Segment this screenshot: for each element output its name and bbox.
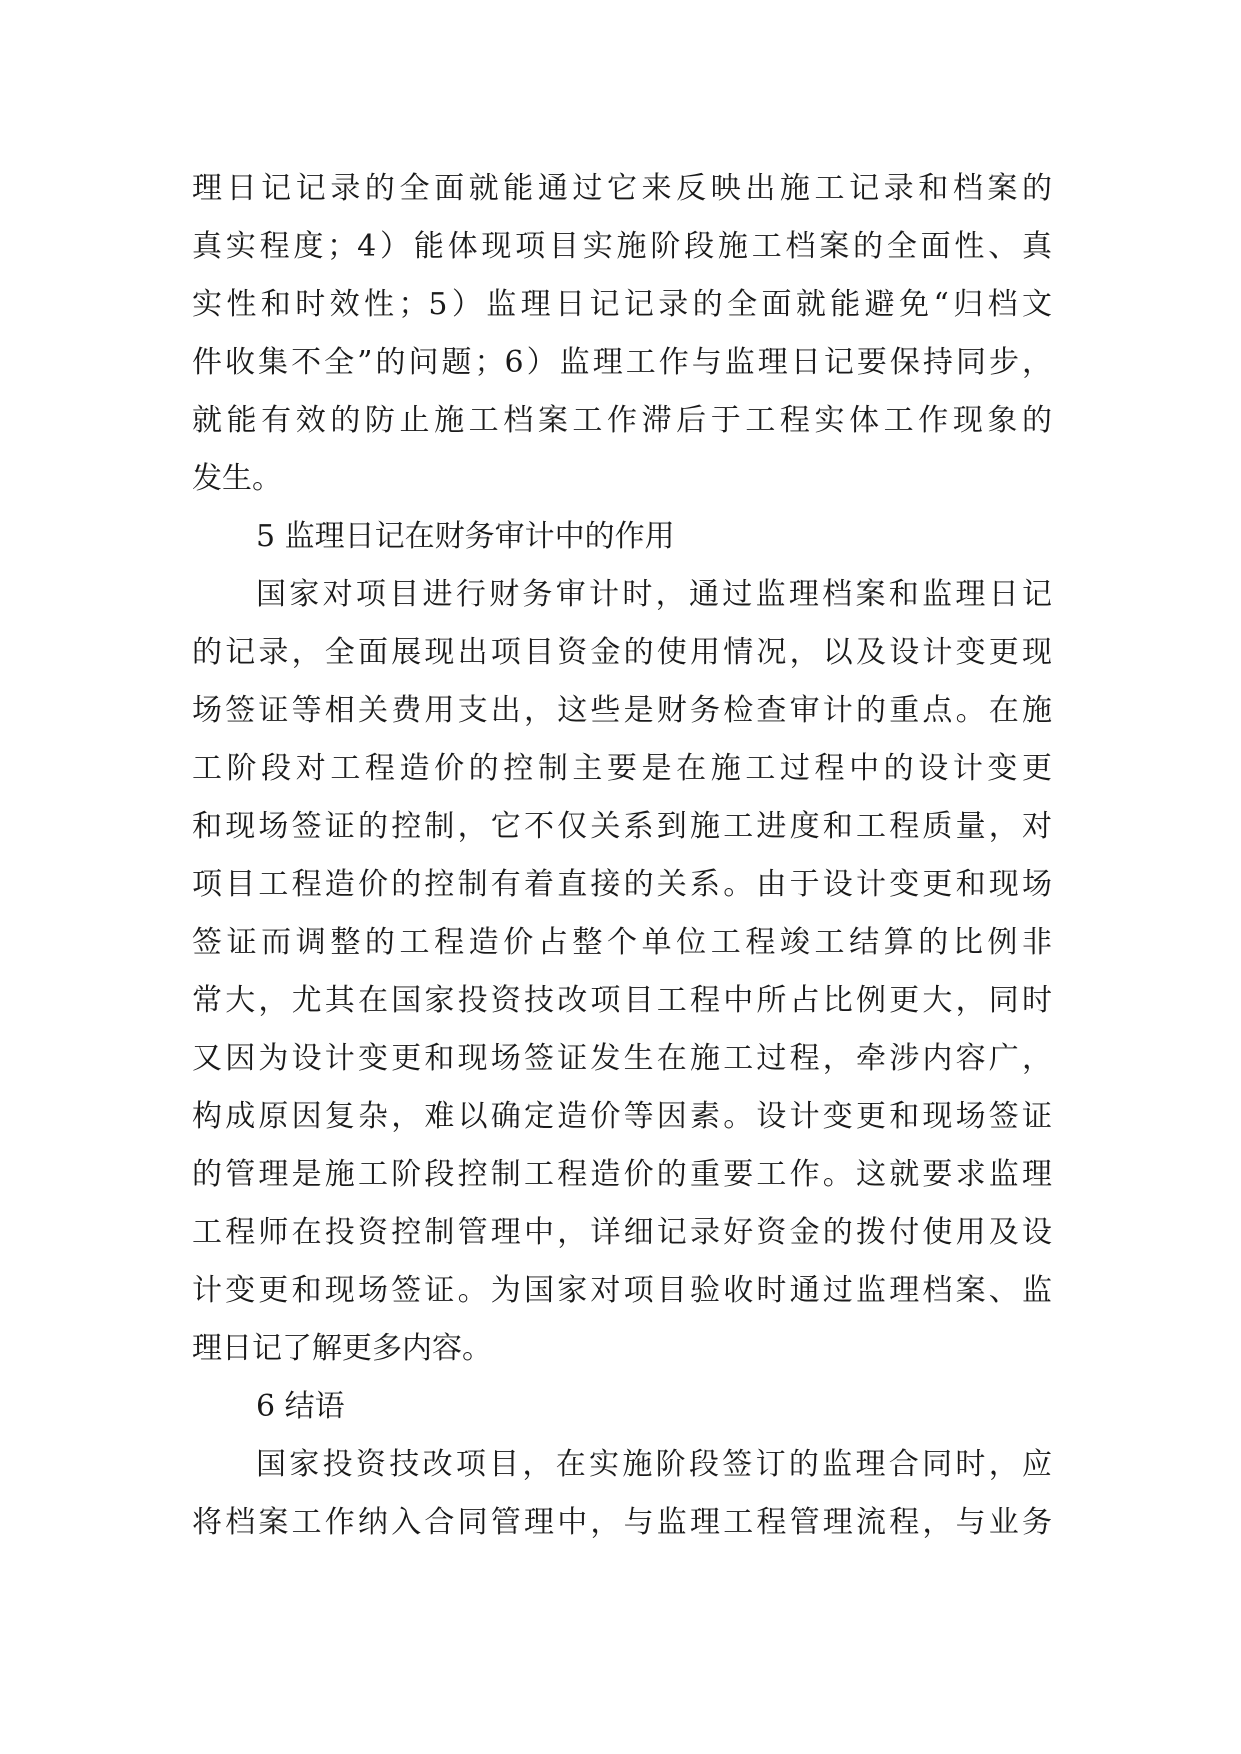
text-line: 国家对项目进行财务审计时，通过监理档案和监理日记 <box>256 577 1052 612</box>
paragraph-3 <box>192 1436 1052 1552</box>
text-line: 常大，尤其在国家投资技改项目工程中所占比例更大，同时 <box>192 983 1052 1018</box>
text-line: 理日记了解更多内容。 <box>192 1331 492 1366</box>
text-line: 计变更和现场签证。为国家对项目验收时通过监理档案、监 <box>192 1273 1052 1308</box>
text-line: 构成原因复杂，难以确定造价等因素。设计变更和现场签证 <box>192 1099 1052 1134</box>
text-line: 就能有效的防止施工档案工作滞后于工程实体工作现象的 <box>192 403 1052 438</box>
text-line: 项目工程造价的控制有着直接的关系。由于设计变更和现场 <box>192 867 1052 902</box>
text-line: 将档案工作纳入合同管理中，与监理工程管理流程，与业务 <box>192 1505 1052 1540</box>
document-body <box>192 160 1052 1552</box>
section-heading-6: 6 结语 <box>256 1389 345 1424</box>
text-line: 件收集不全”的问题；6）监理工作与监理日记要保持同步， <box>192 345 1052 380</box>
section-heading-5: 5 监理日记在财务审计中的作用 <box>256 519 675 554</box>
text-line: 的记录，全面展现出项目资金的使用情况，以及设计变更现 <box>192 635 1052 670</box>
paragraph-1 <box>192 160 1052 508</box>
text-line: 的管理是施工阶段控制工程造价的重要工作。这就要求监理 <box>192 1157 1052 1192</box>
text-line: 工程师在投资控制管理中，详细记录好资金的拨付使用及设 <box>192 1215 1052 1250</box>
text-line: 又因为设计变更和现场签证发生在施工过程，牵涉内容广， <box>192 1041 1052 1076</box>
text-line: 场签证等相关费用支出，这些是财务检查审计的重点。在施 <box>192 693 1052 728</box>
text-line: 发生。 <box>192 461 282 496</box>
text-line: 理日记记录的全面就能通过它来反映出施工记录和档案的 <box>192 171 1052 206</box>
text-line: 工阶段对工程造价的控制主要是在施工过程中的设计变更 <box>192 751 1052 786</box>
text-line: 实性和时效性；5）监理日记记录的全面就能避免“归档文 <box>192 287 1052 322</box>
text-line: 国家投资技改项目，在实施阶段签订的监理合同时，应 <box>256 1447 1052 1482</box>
paragraph-2 <box>192 566 1052 1378</box>
text-line: 和现场签证的控制，它不仅关系到施工进度和工程质量，对 <box>192 809 1052 844</box>
text-line: 真实程度；4）能体现项目实施阶段施工档案的全面性、真 <box>192 229 1052 264</box>
text-line: 签证而调整的工程造价占整个单位工程竣工结算的比例非 <box>192 925 1052 960</box>
